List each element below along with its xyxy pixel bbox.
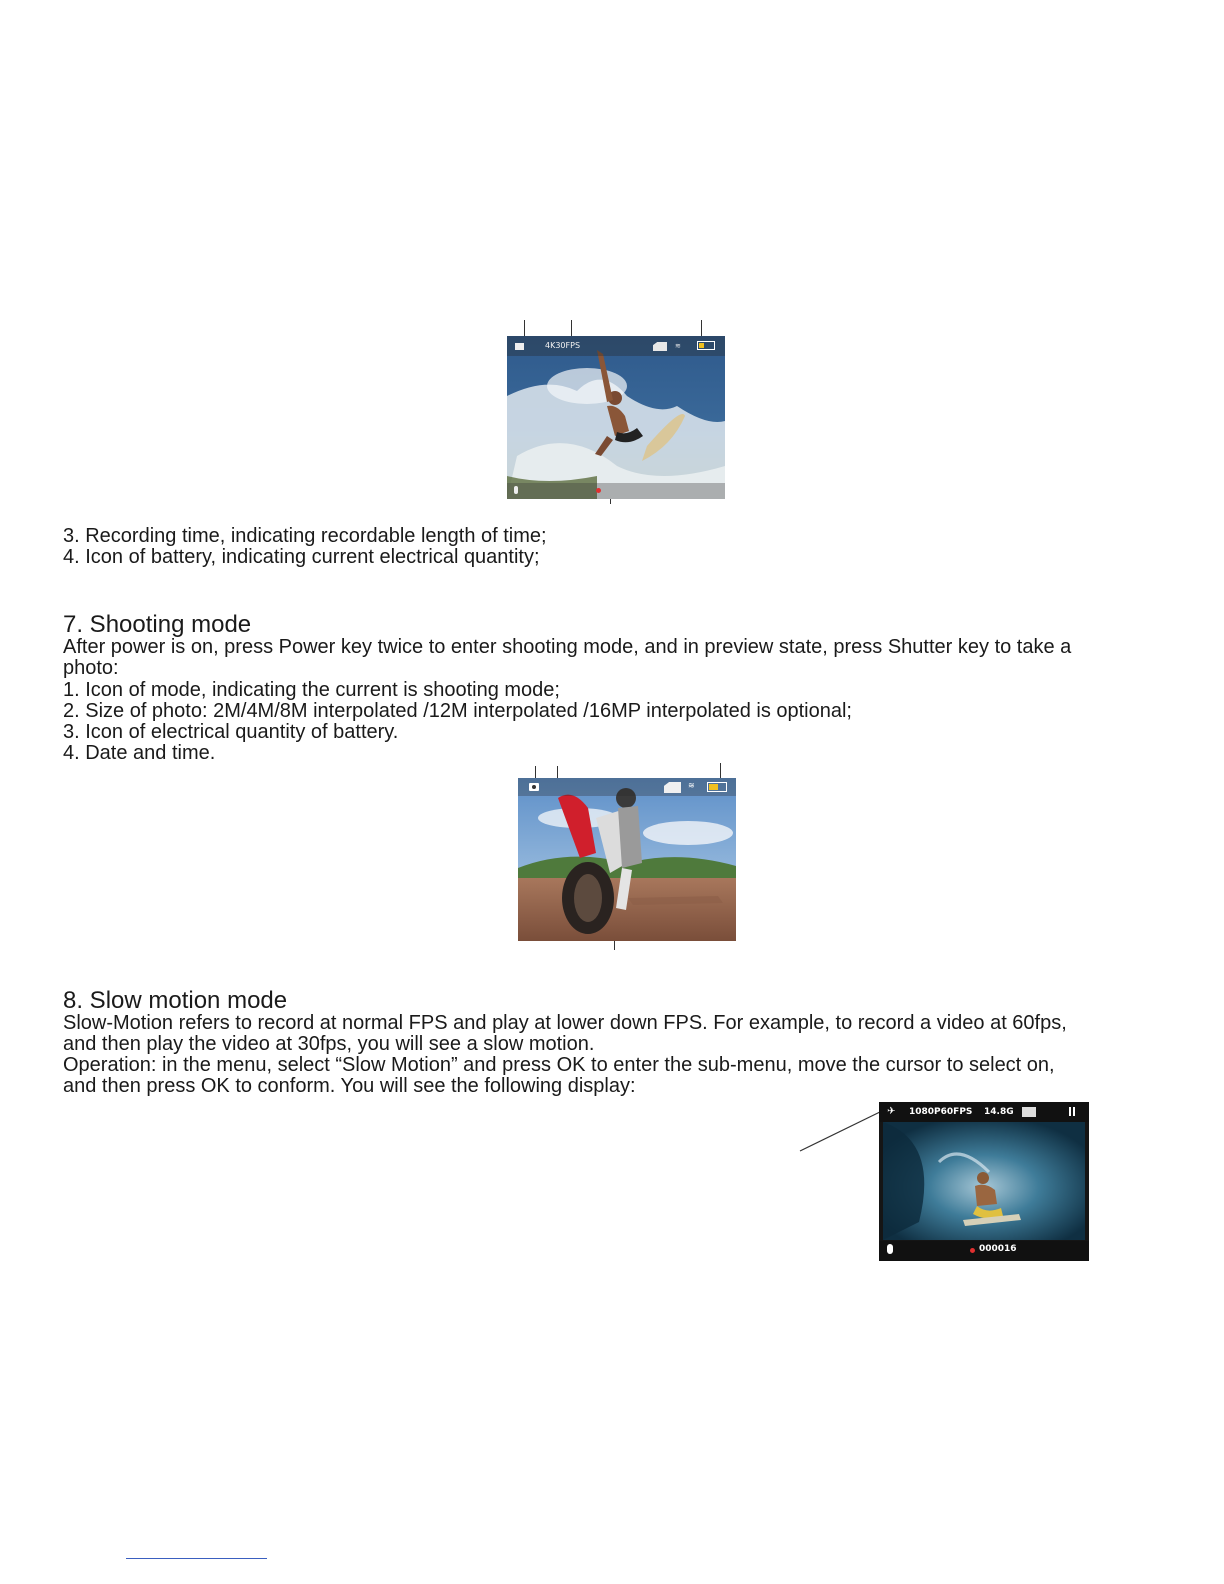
resolution-label: 4K30FPS	[545, 341, 581, 350]
microphone-icon	[887, 1244, 893, 1254]
storage-label: 14.8G	[984, 1107, 1014, 1117]
slow-motion-line2: and then play the video at 30fps, you will see a slow motion.	[63, 1033, 595, 1055]
pause-icon	[1069, 1107, 1077, 1116]
camera-mode-icon	[529, 783, 539, 791]
shooting-item-2: 2. Size of photo: 2M/4M/8M interpolated /12M interpolated /16MP interpolated is optional;	[63, 700, 852, 722]
shooting-item-1: 1. Icon of mode, indicating the current is shooting mode;	[63, 679, 560, 701]
microphone-icon	[514, 486, 518, 494]
slow-motion-screen	[879, 1102, 1089, 1261]
slow-motion-mode-icon: ✈	[887, 1106, 896, 1117]
slow-motion-heading: 8. Slow motion mode	[63, 987, 288, 1014]
shooting-item-4: 4. Date and time.	[63, 742, 216, 764]
motocross-photo	[518, 778, 736, 941]
battery-icon	[707, 782, 727, 792]
shooting-item-3: 3. Icon of electrical quantity of battery.	[63, 721, 399, 743]
record-dot-icon	[970, 1248, 975, 1253]
slow-motion-line4: and then press OK to conform. You will see the following display:	[63, 1075, 636, 1097]
photo-preview-screen	[518, 778, 736, 941]
battery-icon	[697, 341, 715, 350]
footer-divider	[126, 1558, 267, 1559]
video-mode-icon	[515, 343, 524, 350]
barrel-wave-photo	[879, 1102, 1089, 1261]
shooting-intro-line1: After power is on, press Power key twice to enter shooting mode, and in preview state, press Shutter key to take a	[63, 636, 1072, 658]
recording-timer: 000016	[979, 1244, 1017, 1254]
resolution-label: 1080P60FPS	[909, 1107, 973, 1117]
shooting-intro-line2: photo:	[63, 657, 119, 679]
slow-motion-line1: Slow-Motion refers to record at normal FPS and play at lower down FPS. For example, to record a video at 60fps,	[63, 1012, 1067, 1034]
callout-line	[798, 1108, 888, 1154]
video-preview-screen	[507, 336, 725, 499]
video-item-4: 4. Icon of battery, indicating current electrical quantity;	[63, 546, 540, 568]
record-dot-icon	[596, 488, 601, 493]
video-item-3: 3. Recording time, indicating recordable length of time;	[63, 525, 547, 547]
slow-motion-line3: Operation: in the menu, select “Slow Motion” and press OK to enter the sub-menu, move the cursor to select on,	[63, 1054, 1055, 1076]
surfer-photo	[507, 336, 725, 499]
wifi-icon: ≋	[675, 342, 681, 350]
shooting-mode-heading: 7. Shooting mode	[63, 611, 252, 638]
wifi-icon: ≋	[688, 781, 695, 790]
sd-card-icon	[1022, 1107, 1036, 1117]
